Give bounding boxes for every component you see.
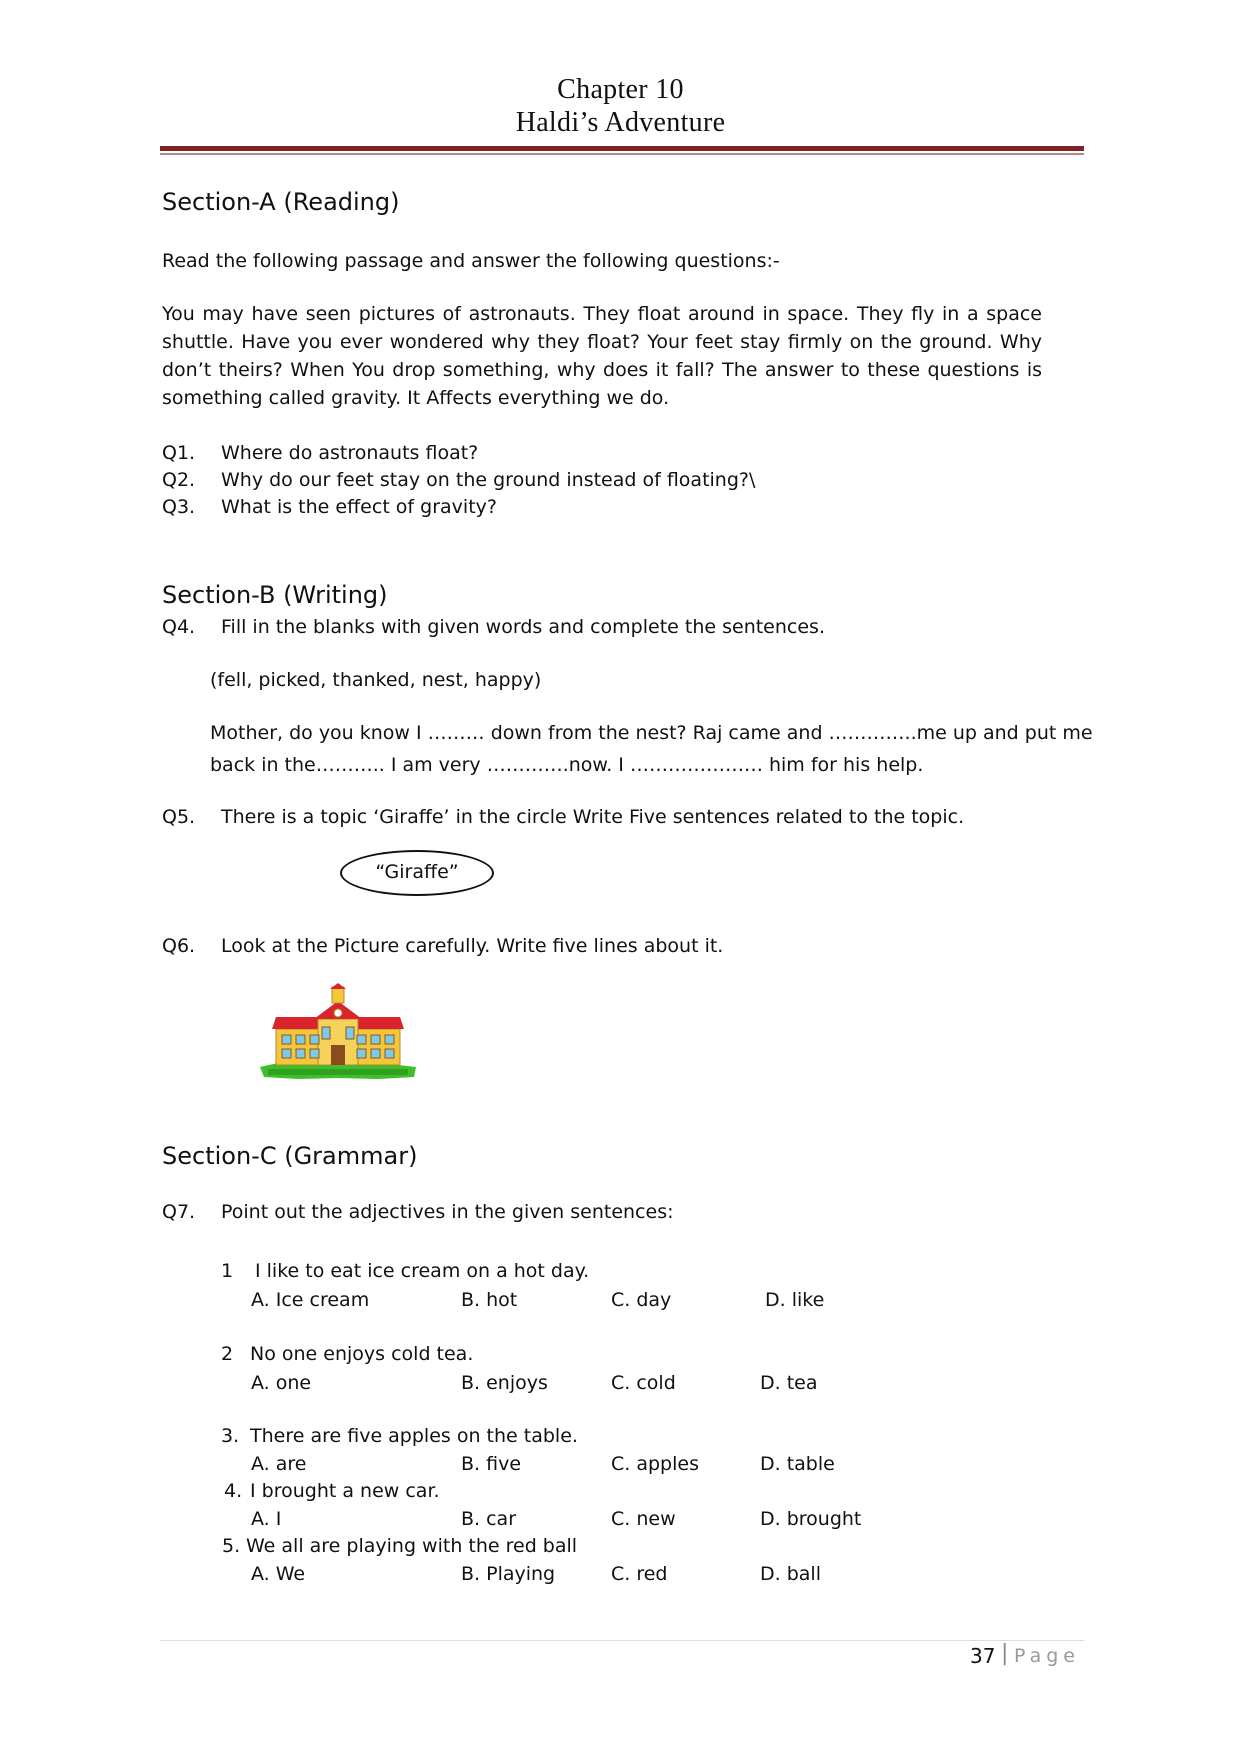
option-b: B. car bbox=[461, 1508, 517, 1530]
q2-number: Q2. bbox=[162, 469, 196, 491]
chapter-title: Haldi’s Adventure bbox=[515, 107, 726, 138]
option-b: B. enjoys bbox=[461, 1372, 548, 1394]
option-a: A. are bbox=[251, 1453, 307, 1475]
section-c-heading: Section-C (Grammar) bbox=[162, 1142, 418, 1170]
q6-number: Q6. bbox=[162, 935, 196, 957]
topic-oval bbox=[340, 850, 494, 896]
reading-instruction: Read the following passage and answer the following questions:- bbox=[162, 250, 780, 272]
q4-text: Fill in the blanks with given words and complete the sentences. bbox=[221, 616, 825, 638]
topic-label: “Giraffe” bbox=[375, 861, 459, 883]
item-sentence: We all are playing with the red ball bbox=[246, 1535, 578, 1557]
fill-blank-line-2: back in the……….. I am very ………….now. I ………………… him for his help. bbox=[210, 754, 924, 776]
item-sentence: I like to eat ice cream on a hot day. bbox=[255, 1260, 590, 1282]
option-c: C. cold bbox=[611, 1372, 676, 1394]
fill-blank-line-1: Mother, do you know I ……… down from the nest? Raj came and …………..me up and put me bbox=[210, 722, 1093, 744]
header-divider-thin bbox=[160, 153, 1084, 155]
q5-number: Q5. bbox=[162, 806, 196, 828]
option-a: A. Ice cream bbox=[251, 1289, 370, 1311]
option-d: D. like bbox=[765, 1289, 825, 1311]
q5-text: There is a topic ‘Giraffe’ in the circle Write Five sentences related to the topic. bbox=[221, 806, 965, 828]
item-sentence: I brought a new car. bbox=[250, 1480, 440, 1502]
item-number: 3. bbox=[221, 1425, 240, 1447]
option-b: B. hot bbox=[461, 1289, 518, 1311]
reading-passage: You may have seen pictures of astronauts. They float around in space. They fly in a space shuttle. Have you ever wondered why they float? Your feet stay firmly on the ground. Why don’t theirs? When You drop something, why does it fall? The answer to these questions is something called gravity. It Affects everything we do. bbox=[162, 303, 1042, 409]
option-d: D. table bbox=[760, 1453, 835, 1475]
item-number: 5. bbox=[222, 1535, 241, 1557]
section-b-heading: Section-B (Writing) bbox=[162, 581, 388, 609]
q7-text: Point out the adjectives in the given sentences: bbox=[221, 1201, 674, 1223]
word-bank: (fell, picked, thanked, nest, happy) bbox=[210, 669, 542, 691]
q3-text: What is the effect of gravity? bbox=[221, 496, 497, 518]
option-b: B. five bbox=[461, 1453, 522, 1475]
item-number: 2 bbox=[221, 1343, 234, 1365]
q6-text: Look at the Picture carefully. Write five lines about it. bbox=[221, 935, 724, 957]
option-c: C. new bbox=[611, 1508, 676, 1530]
q4-number: Q4. bbox=[162, 616, 196, 638]
q1-number: Q1. bbox=[162, 442, 196, 464]
option-a: A. one bbox=[251, 1372, 312, 1394]
page-label: Page bbox=[1014, 1645, 1080, 1667]
q3-number: Q3. bbox=[162, 496, 196, 518]
option-a: A. We bbox=[251, 1563, 306, 1585]
page-separator: | bbox=[1001, 1641, 1009, 1666]
option-d: D. tea bbox=[760, 1372, 818, 1394]
section-a-heading: Section-A (Reading) bbox=[162, 188, 400, 216]
option-c: C. day bbox=[611, 1289, 672, 1311]
option-d: D. ball bbox=[760, 1563, 821, 1585]
item-number: 1 bbox=[221, 1260, 234, 1282]
item-sentence: No one enjoys cold tea. bbox=[250, 1343, 474, 1365]
option-c: C. apples bbox=[611, 1453, 699, 1475]
page-number: 37 bbox=[970, 1644, 996, 1668]
option-c: C. red bbox=[611, 1563, 668, 1585]
header-divider bbox=[160, 146, 1084, 151]
q2-text: Why do our feet stay on the ground instead of floating?\ bbox=[221, 469, 756, 491]
item-number: 4. bbox=[224, 1480, 243, 1502]
q7-number: Q7. bbox=[162, 1201, 196, 1223]
option-b: B. Playing bbox=[461, 1563, 556, 1585]
chapter-number: Chapter 10 bbox=[557, 74, 684, 105]
item-sentence: There are five apples on the table. bbox=[250, 1425, 578, 1447]
option-d: D. brought bbox=[760, 1508, 862, 1530]
q1-text: Where do astronauts float? bbox=[221, 442, 479, 464]
footer-divider bbox=[160, 1640, 1084, 1641]
option-a: A. I bbox=[251, 1508, 282, 1530]
school-building-icon bbox=[258, 983, 418, 1087]
